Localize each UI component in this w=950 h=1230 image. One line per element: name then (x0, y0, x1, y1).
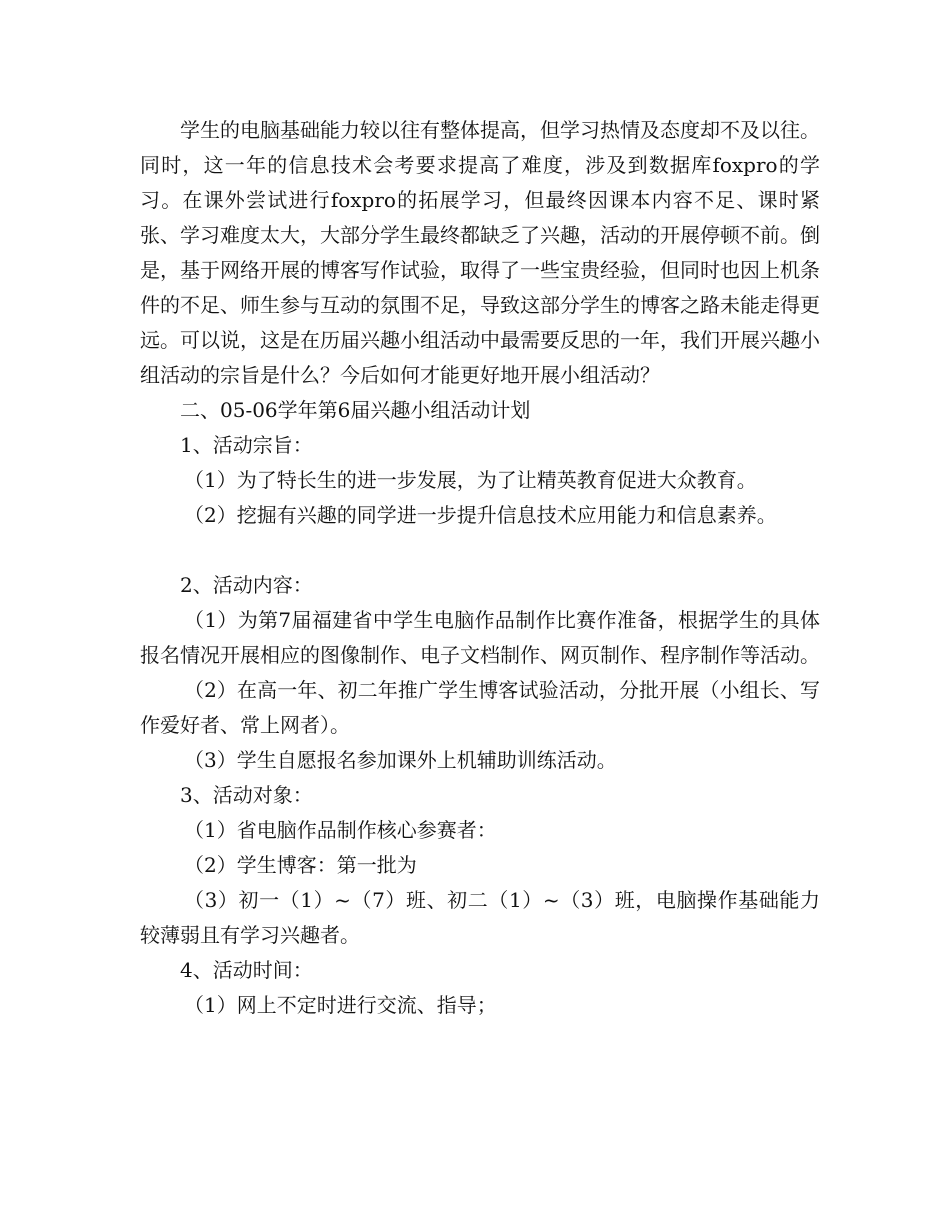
paragraph-review: 学生的电脑基础能力较以往有整体提高，但学习热情及态度却不及以往。同时，这一年的信息技术会考要求提高了难度，涉及到数据库foxpro的学习。在课外尝试进行foxpro的拓展学习，但最终因课本内容不足、课时紧张、学习难度太大，大部分学生最终都缺乏了兴趣，活动的开展停顿不前。倒是，基于网络开展的博客写作试验，取得了一些宝贵经验，但同时也因上机条件的不足、师生参与互动的氛围不足，导致这部分学生的博客之路未能走得更远。可以说，这是在历届兴趣小组活动中最需要反思的一年，我们开展兴趣小组活动的宗旨是什么？今后如何才能更好地开展小组活动？ (140, 118, 820, 387)
list-item-content-3: （3）学生自愿报名参加课外上机辅助训练活动。 (184, 748, 617, 772)
list-item-purpose-2: （2）挖掘有兴趣的同学进一步提升信息技术应用能力和信息素养。 (184, 503, 777, 527)
blank-line (140, 533, 820, 568)
subheading-time: 4、活动时间： (180, 958, 313, 982)
subheading-participants: 3、活动对象： (180, 783, 313, 807)
list-item-time-1: （1）网上不定时进行交流、指导； (184, 993, 497, 1017)
list-item-content-1: （1）为第7届福建省中学生电脑作品制作比赛作准备，根据学生的具体报名情况开展相应的图像制作、电子文档制作、网页制作、程序制作等活动。 (140, 608, 820, 667)
document-body (140, 113, 820, 1023)
subheading-content: 2、活动内容： (180, 573, 313, 597)
subheading-purpose: 1、活动宗旨： (180, 433, 313, 457)
list-item-participants-3: （3）初一（1）~（7）班、初二（1）~（3）班，电脑操作基础能力较薄弱且有学习兴趣者。 (140, 888, 820, 947)
list-item-purpose-1: （1）为了特长生的进一步发展，为了让精英教育促进大众教育。 (184, 468, 757, 492)
section-heading-plan: 二、05-06学年第6届兴趣小组活动计划 (180, 398, 531, 422)
list-item-content-2: （2）在高一年、初二年推广学生博客试验活动，分批开展（小组长、写作爱好者、常上网者）。 (140, 678, 820, 737)
list-item-participants-2: （2）学生博客：第一批为 (184, 853, 417, 877)
list-item-participants-1: （1）省电脑作品制作核心参赛者： (184, 818, 497, 842)
